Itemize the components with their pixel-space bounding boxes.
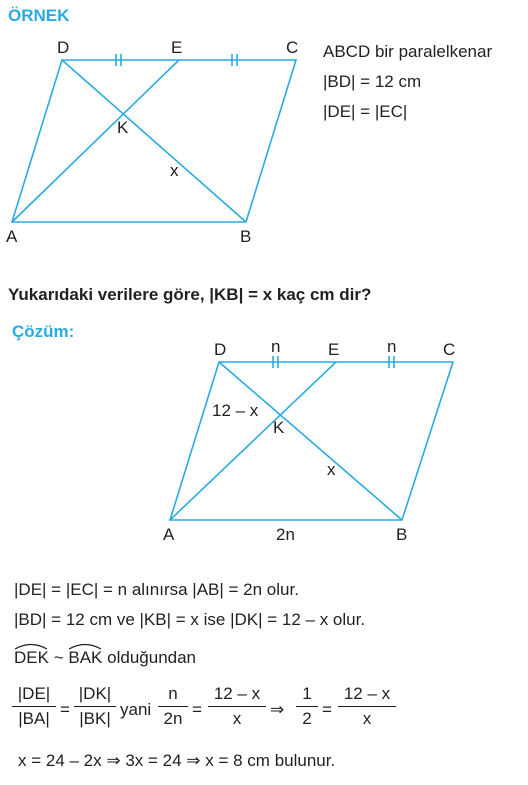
equals-2: = [192, 700, 202, 719]
sol-label-x: x [327, 460, 336, 479]
similarity-rest: olduğundan [107, 648, 197, 667]
label-b: B [240, 227, 252, 246]
angle-bak: BAK [68, 648, 102, 668]
label-x: x [170, 161, 179, 180]
label-c: C [286, 38, 299, 57]
solution-line-1: |DE| = |EC| = n alınırsa |AB| = 2n olur. [14, 580, 299, 599]
solution-line-2: |BD| = 12 cm ve |KB| = x ise |DK| = 12 – x olur. [14, 610, 366, 629]
similar-symbol: ~ [53, 648, 64, 667]
sol-label-n2: n [387, 337, 397, 356]
sol-label-dk: 12 – x [212, 401, 259, 420]
final-line: x = 24 – 2x ⇒ 3x = 24 ⇒ x = 8 cm bulunur. [18, 751, 336, 770]
similarity-line [14, 648, 196, 668]
label-d: D [57, 38, 70, 57]
sol-label-n1: n [271, 337, 281, 356]
sol-label-k: K [273, 418, 285, 437]
question-text: Yukarıdaki verilere göre, |KB| = x kaç cm dir? [8, 285, 372, 304]
fraction-n-2n: n 2n [158, 683, 188, 730]
fraction-de-ba: |DE| |BA| [12, 683, 56, 730]
fraction-dk-bk: |DK| |BK| [74, 683, 116, 730]
fraction-12x-x-1: 12 – x x [208, 683, 266, 730]
angle-hat-icon [14, 642, 48, 650]
sol-label-e: E [328, 340, 340, 359]
given-line-2: |BD| = 12 cm [323, 72, 422, 91]
fraction-12x-x-2: 12 – x x [338, 683, 396, 730]
angle-hat-icon [68, 642, 102, 650]
example-heading: ÖRNEK [8, 6, 70, 25]
given-line-3: |DE| = |EC| [323, 102, 408, 121]
sol-label-a: A [163, 525, 175, 544]
yani-text: yani [120, 700, 152, 719]
given-line-1: ABCD bir paralelkenar [323, 42, 493, 61]
label-a: A [6, 227, 18, 246]
label-e: E [171, 38, 183, 57]
sol-label-b: B [396, 525, 408, 544]
sol-label-d: D [214, 340, 227, 359]
sol-label-ab: 2n [276, 525, 295, 544]
fraction-1-2: 1 2 [296, 683, 318, 730]
angle-dek: DEK [14, 648, 49, 668]
solution-heading: Çözüm: [12, 322, 75, 341]
equals-1: = [60, 700, 70, 719]
implies-arrow: ⇒ [270, 700, 285, 719]
sol-label-c: C [443, 340, 456, 359]
label-k: K [117, 118, 129, 137]
equals-3: = [322, 700, 332, 719]
